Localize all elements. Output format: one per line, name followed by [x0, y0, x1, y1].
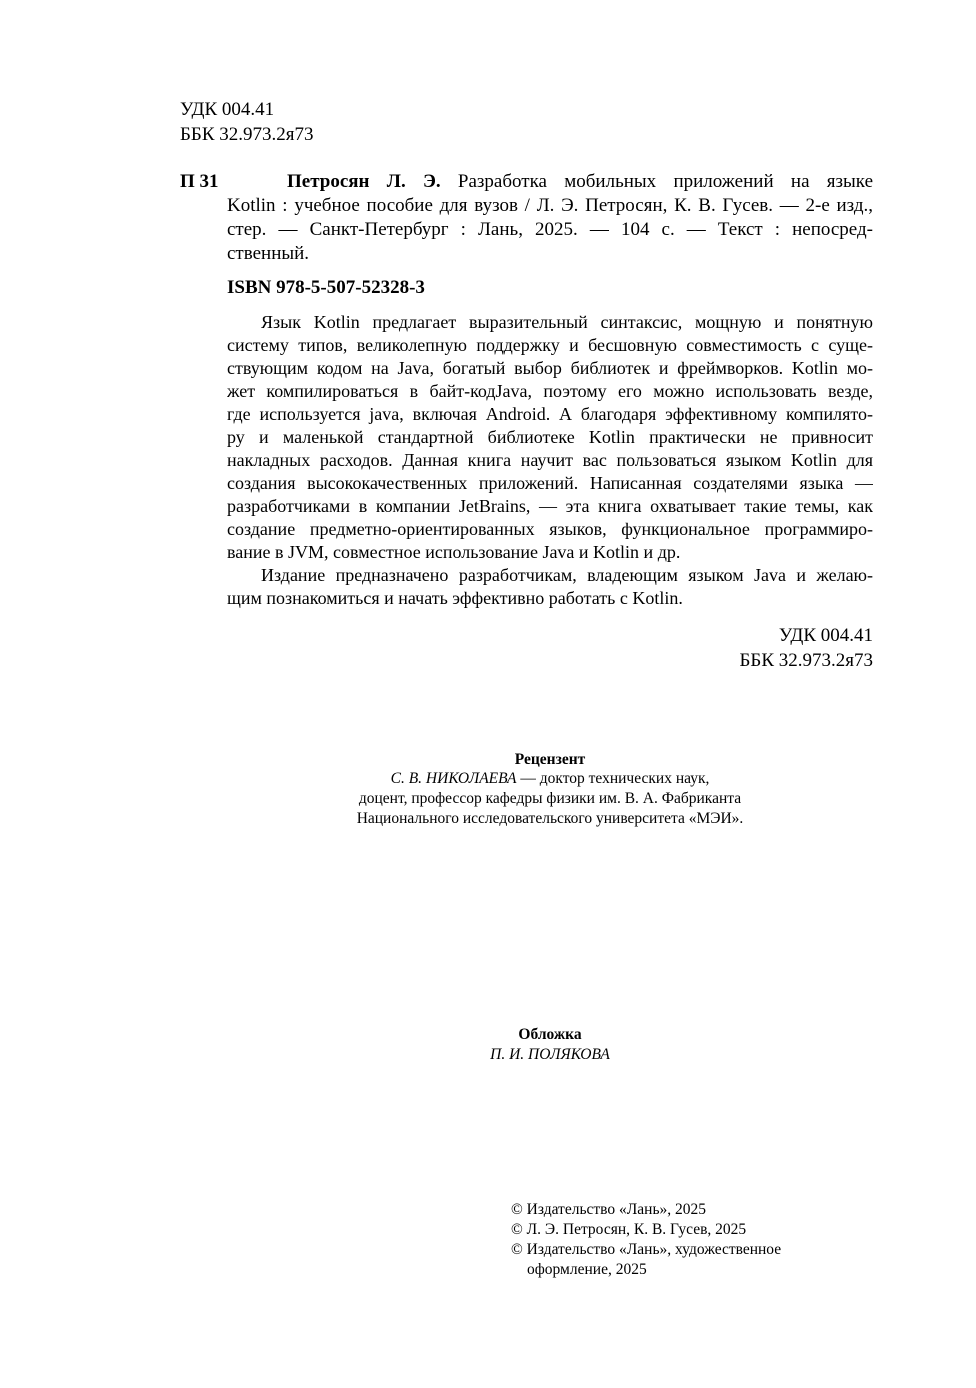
abstract-line: где используется java, включая Android. А благодаря эффективному компилято- — [227, 404, 873, 424]
copyright-line: © Издательство «Лань», 2025 — [511, 1201, 707, 1218]
bib-line-1 — [287, 170, 873, 194]
audience-line: Издание предназначено разработчикам, владеющим языком Java и желаю- — [261, 565, 873, 585]
udk-top: УДК 004.41 — [180, 99, 275, 120]
abstract-line: создания высококачественных приложений. Написанная создателями языка — — [227, 473, 873, 493]
isbn: ISBN 978-5-507-52328-3 — [227, 277, 425, 298]
abstract-line: ру и маленькой стандартной библиотеке Kotlin практически не привносит — [227, 427, 873, 447]
catalog-index: П 31 — [180, 171, 219, 192]
cover-designer: П. И. ПОЛЯКОВА — [490, 1046, 610, 1063]
reviewer-line-2: доцент, профессор кафедры физики им. В. А. Фабриканта — [358, 790, 742, 807]
abstract-line: Язык Kotlin предлагает выразительный синтаксис, мощную и понятную — [261, 312, 873, 332]
reviewer-title: — доктор технических наук, — [516, 770, 710, 787]
abstract-line: вание в JVM, совместное использование Java и Kotlin и др. — [227, 542, 681, 562]
bib-line-3: стер. — Санкт-Петербург : Лань, 2025. — 104 с. — Текст : непосред- — [227, 219, 873, 240]
udk-bottom: УДК 004.41 — [778, 625, 873, 646]
bib-line-2: Kotlin : учебное пособие для вузов / Л. Э. Петросян, К. В. Гусев. — 2-е изд., — [227, 195, 873, 216]
abstract-line: накладных расходов. Данная книга научит вас пользоваться языком Kotlin для — [227, 450, 873, 470]
author-name: Петросян Л. Э. — [287, 171, 441, 192]
audience-line: щим познакомиться и начать эффективно работать с Kotlin. — [227, 588, 683, 608]
abstract-line: ствующим кодом на Java, богатый выбор библиотек и фреймворков. Kotlin мо- — [227, 358, 873, 378]
bbk-top: ББК 32.973.2я73 — [180, 124, 314, 145]
cover-heading: Обложка — [518, 1026, 582, 1043]
bbk-bottom: ББК 32.973.2я73 — [739, 650, 873, 671]
abstract-line: создание предметно-ориентированных языков, функциональное программиро- — [227, 519, 873, 539]
copyright-line: оформление, 2025 — [527, 1261, 647, 1278]
bib-line-4: ственный. — [227, 243, 310, 264]
bib-title: Разработка мобильных приложений на языке — [440, 171, 873, 192]
reviewer-name: С. В. НИКОЛАЕВА — [390, 770, 517, 787]
copyright-line: © Издательство «Лань», художественное — [511, 1241, 782, 1258]
abstract-line: разработчиками в компании JetBrains, — эта книга охватывает такие темы, как — [227, 496, 873, 516]
reviewer-heading: Рецензент — [514, 751, 586, 768]
abstract-line: жет компилироваться в байт-кодJava, поэтому его можно использовать везде, — [227, 381, 873, 401]
reviewer-line-1 — [250, 769, 850, 789]
reviewer-line-3: Национального исследовательского университета «МЭИ». — [356, 810, 744, 827]
abstract-line: систему типов, великолепную поддержку и бесшовную совместимость с суще- — [227, 335, 873, 355]
copyright-line: © Л. Э. Петросян, К. В. Гусев, 2025 — [511, 1221, 747, 1238]
